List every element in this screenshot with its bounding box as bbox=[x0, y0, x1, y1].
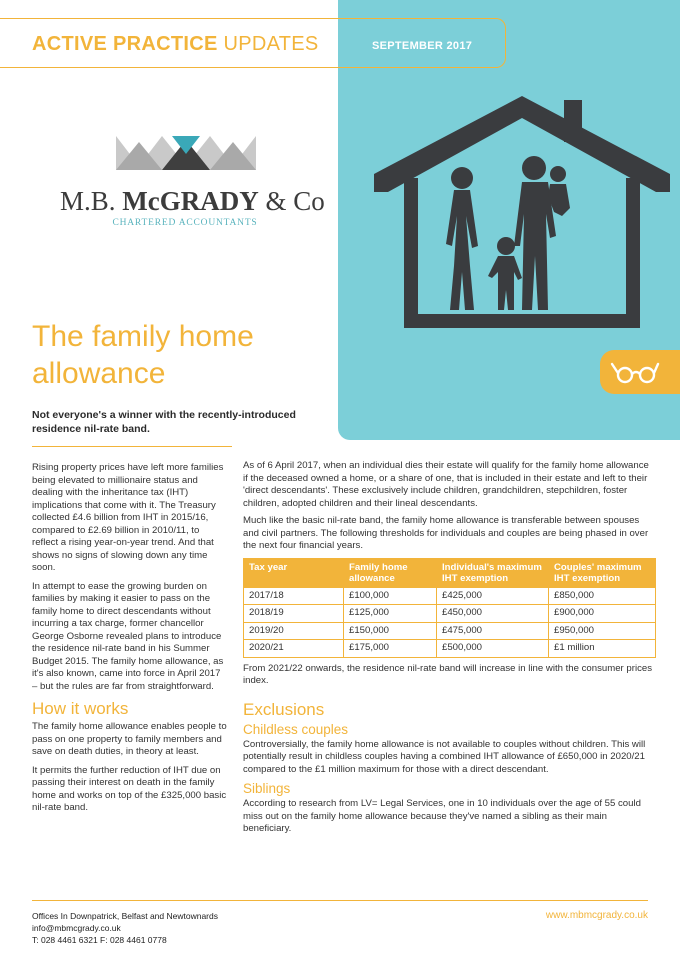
issue-date: SEPTEMBER 2017 bbox=[372, 40, 473, 52]
table-cell: 2018/19 bbox=[244, 605, 344, 623]
section-heading-exclusions: Exclusions bbox=[243, 699, 325, 719]
column-header: Tax year bbox=[244, 558, 344, 587]
article-standfirst: Not everyone's a winner with the recently-introduced residence nil-rate band. bbox=[32, 409, 296, 435]
article-title: The family home allowance bbox=[32, 320, 254, 390]
paragraph: According to research from LV= Legal Services, one in 10 individuals over the age of 55 could miss out on the family home allowance because they've named a sibling as their main beneficiary. bbox=[243, 798, 641, 834]
table-cell: £500,000 bbox=[437, 640, 549, 658]
table-cell: £125,000 bbox=[344, 605, 437, 623]
table-cell: £100,000 bbox=[344, 587, 437, 605]
table-row bbox=[244, 587, 656, 605]
paragraph: As of 6 April 2017, when an individual dies their estate will qualify for the family home allowance if the deceased owned a home, or a share of one, that is included in their estate and left to their 'direct descendants'. These exclusively include children, grandchildren, stepchildren, foster children, adopted children and their lineal descendants. bbox=[243, 460, 649, 509]
logo-subtitle: CHARTERED ACCOUNTANTS bbox=[112, 218, 258, 228]
logo-wordmark: M.B. McGRADY & Co bbox=[60, 186, 325, 216]
footer-website-link[interactable]: www.mbmcgrady.co.uk bbox=[545, 910, 648, 921]
paragraph: It permits the further reduction of IHT due on passing their interest on death in the family home and works on top of the £325,000 basic nil-rate band. bbox=[32, 764, 227, 813]
table-cell: £1 million bbox=[549, 640, 656, 658]
standfirst-divider bbox=[32, 446, 232, 447]
footer-contact bbox=[32, 910, 218, 946]
iht-threshold-table bbox=[243, 558, 656, 658]
column-header: Couples' maximum IHT exemption bbox=[549, 558, 656, 587]
right-column bbox=[243, 460, 656, 841]
table-cell: 2017/18 bbox=[244, 587, 344, 605]
table-row bbox=[244, 605, 656, 623]
paragraph: In attempt to ease the growing burden on families by making it easier to pass on the family home to direct descendants without incurring a tax charge, former chancellor George Osborne revealed plans to introduce the residence nil-rate band in his Summer Budget 2015. The family home allowance, as it's also known, came into force in April 2017 – but the rules are far from straightforward. bbox=[32, 580, 224, 692]
table-header-row bbox=[244, 558, 656, 587]
table-cell: £175,000 bbox=[344, 640, 437, 658]
table-cell: £425,000 bbox=[437, 587, 549, 605]
footer-email-link[interactable]: info@mbmcgrady.co.uk bbox=[32, 923, 121, 933]
paragraph: Rising property prices have left more families being elevated to millionaire status and dealing with the inheritance tax (IHT) implications that come with it. The Treasury collected £4.6 billion from IHT in 2015/16, compared to £2.69 billion in 2010/11, to reflect a rising year-on-year trend. And that shows no signs of slowing down any time soon. bbox=[32, 462, 224, 573]
paragraph: Much like the basic nil-rate band, the family home allowance is transferable between spouses and civil partners. The following thresholds for individuals and couples are being phased in over the next four financial years. bbox=[243, 515, 649, 551]
table-cell: £450,000 bbox=[437, 605, 549, 623]
paragraph: The family home allowance enables people to pass on one property to family members and save on death duties, in theory at least. bbox=[32, 721, 227, 757]
subheading-childless-couples: Childless couples bbox=[243, 721, 349, 737]
table-cell: £475,000 bbox=[437, 622, 549, 640]
glasses-icon bbox=[600, 350, 680, 394]
glasses-tab bbox=[600, 350, 680, 394]
column-header: Family home allowance bbox=[344, 558, 437, 587]
subheading-siblings: Siblings bbox=[243, 781, 291, 796]
table-cell: £150,000 bbox=[344, 622, 437, 640]
left-column bbox=[32, 462, 228, 821]
paragraph: Controversially, the family home allowance is not available to couples without children. This will potentially result in childless couples having a combined IHT allowance of £650,000 in 2020/21 compared to the £1 million maximum for those with a direct descendant. bbox=[243, 738, 646, 775]
paragraph: From 2021/22 onwards, the residence nil-rate band will increase in line with the consumer prices index. bbox=[243, 662, 653, 686]
column-header: Individual's maximum IHT exemption bbox=[437, 558, 549, 587]
logo-mark-icon bbox=[116, 136, 256, 170]
table-cell: £900,000 bbox=[549, 605, 656, 623]
table-cell: £850,000 bbox=[549, 587, 656, 605]
table-cell: 2019/20 bbox=[244, 622, 344, 640]
table-cell: 2020/21 bbox=[244, 640, 344, 658]
footer-offices: Offices In Downpatrick, Belfast and Newtownards bbox=[32, 911, 218, 921]
house-family-icon bbox=[374, 96, 670, 328]
footer-divider bbox=[32, 900, 648, 901]
footer-phone: T: 028 4461 6321 F: 028 4461 0778 bbox=[32, 935, 167, 945]
table-row bbox=[244, 640, 656, 658]
table-row bbox=[244, 622, 656, 640]
section-heading-how-it-works: How it works bbox=[32, 699, 129, 718]
newsletter-title: ACTIVE PRACTICE UPDATES bbox=[32, 33, 319, 55]
table-cell: £950,000 bbox=[549, 622, 656, 640]
